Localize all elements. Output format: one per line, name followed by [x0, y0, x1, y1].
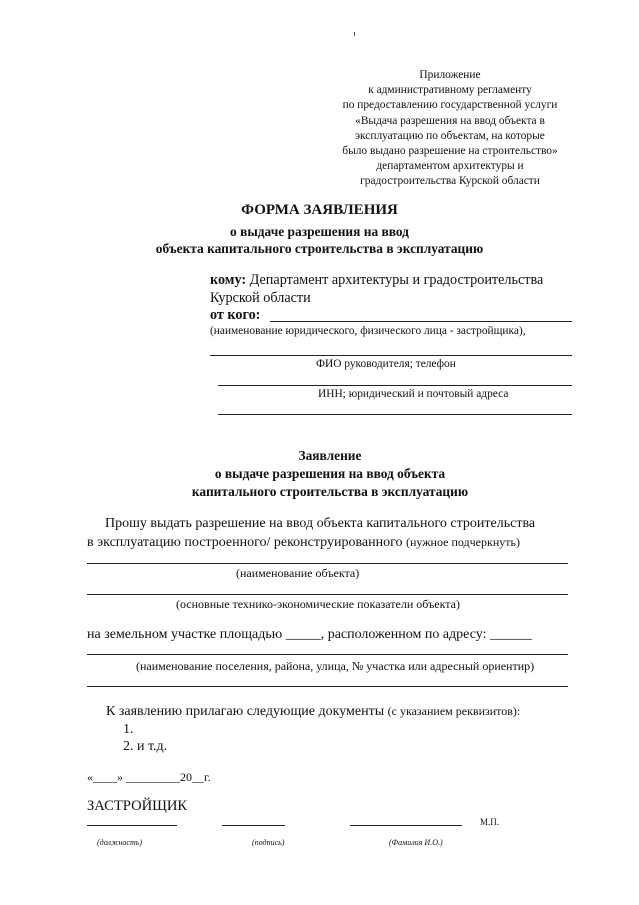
caption-name: (Фамилия И.О.): [389, 838, 443, 847]
indicators-line: [87, 594, 568, 595]
to-value: Департамент архитектуры и градостроительства: [249, 272, 544, 288]
caption-indicators: (основные технико-экономические показатели объекта): [176, 597, 460, 611]
scan-mark: [354, 32, 355, 36]
appendix-block: [300, 68, 600, 190]
address-line-2: [87, 686, 568, 687]
position-line: [87, 825, 177, 826]
request-line2: [87, 535, 520, 551]
attach-item-2: 2. и т.д.: [123, 739, 168, 754]
request-note: (нужное подчеркнуть): [406, 535, 520, 549]
object-line: [87, 563, 568, 564]
attach-row: [106, 704, 520, 720]
appendix-line: департаментом архитектуры и: [376, 160, 524, 173]
appendix-line: по предоставлению государственной услуги: [342, 99, 558, 112]
attach-note: (с указанием реквизитов):: [387, 704, 521, 718]
form-subtitle-line1: о выдаче разрешения на ввод: [230, 224, 409, 239]
request-line1: Прошу выдать разрешение на ввод объекта капитального строительства: [105, 516, 536, 531]
statement-line1: о выдаче разрешения на ввод объекта: [214, 466, 446, 481]
appendix-line: Приложение: [419, 69, 481, 81]
request-text: в эксплуатацию построенного/ реконструированного: [87, 535, 403, 550]
caption-position: (должность): [97, 838, 143, 847]
appendix-line: к административному регламенту: [368, 84, 532, 97]
land-blank-a: _____: [285, 627, 321, 642]
inn-line: [218, 414, 572, 415]
caption-object: (наименование объекта): [236, 566, 360, 580]
caption-inn: ИНН; юридический и почтовый адреса: [318, 388, 509, 400]
to-row: [210, 272, 543, 289]
caption-head: ФИО руководителя; телефон: [316, 358, 456, 370]
statement-title: Заявление: [298, 448, 362, 463]
attach-item-1: 1.: [123, 722, 134, 737]
applicant-line: [210, 355, 572, 356]
land-row: [87, 627, 532, 643]
appendix-line: градостроительства Курской области: [360, 175, 540, 188]
attach-text: К заявлению прилагаю следующие документы: [106, 704, 385, 719]
appendix-line: было выдано разрешение на строительство»: [342, 145, 558, 158]
appendix-line: эксплуатацию по объектам, на которые: [355, 129, 545, 142]
caption-address: (наименование поселения, района, улица, № участка или адресный ориентир): [136, 659, 535, 673]
form-title: ФОРМА ЗАЯВЛЕНИЯ: [241, 202, 398, 218]
seal-label: М.П.: [480, 817, 500, 827]
appendix-line: «Выдача разрешения на ввод объекта в: [355, 114, 545, 127]
land-blank-b: ______: [489, 627, 532, 642]
to-label: кому:: [210, 272, 247, 288]
head-line: [218, 385, 572, 386]
caption-signature: (подпись): [252, 838, 285, 847]
form-subtitle-line2: объекта капитального строительства в эксплуатацию: [155, 241, 484, 256]
from-label: от кого:: [210, 307, 261, 323]
from-line: [270, 321, 572, 322]
address-line: [87, 654, 568, 655]
to-value-line2: Курской области: [210, 290, 311, 306]
date-line: «____» _________20__г.: [87, 770, 211, 784]
statement-line2: капитального строительства в эксплуатацию: [191, 484, 469, 499]
developer-label: ЗАСТРОЙЩИК: [87, 798, 188, 814]
land-text-a: на земельном участке площадью: [87, 627, 283, 642]
signature-line: [222, 825, 285, 826]
land-text-b: , расположенном по адресу:: [320, 627, 487, 642]
caption-applicant: (наименование юридического, физического лица - застройщика),: [210, 325, 526, 337]
name-line: [350, 825, 462, 826]
